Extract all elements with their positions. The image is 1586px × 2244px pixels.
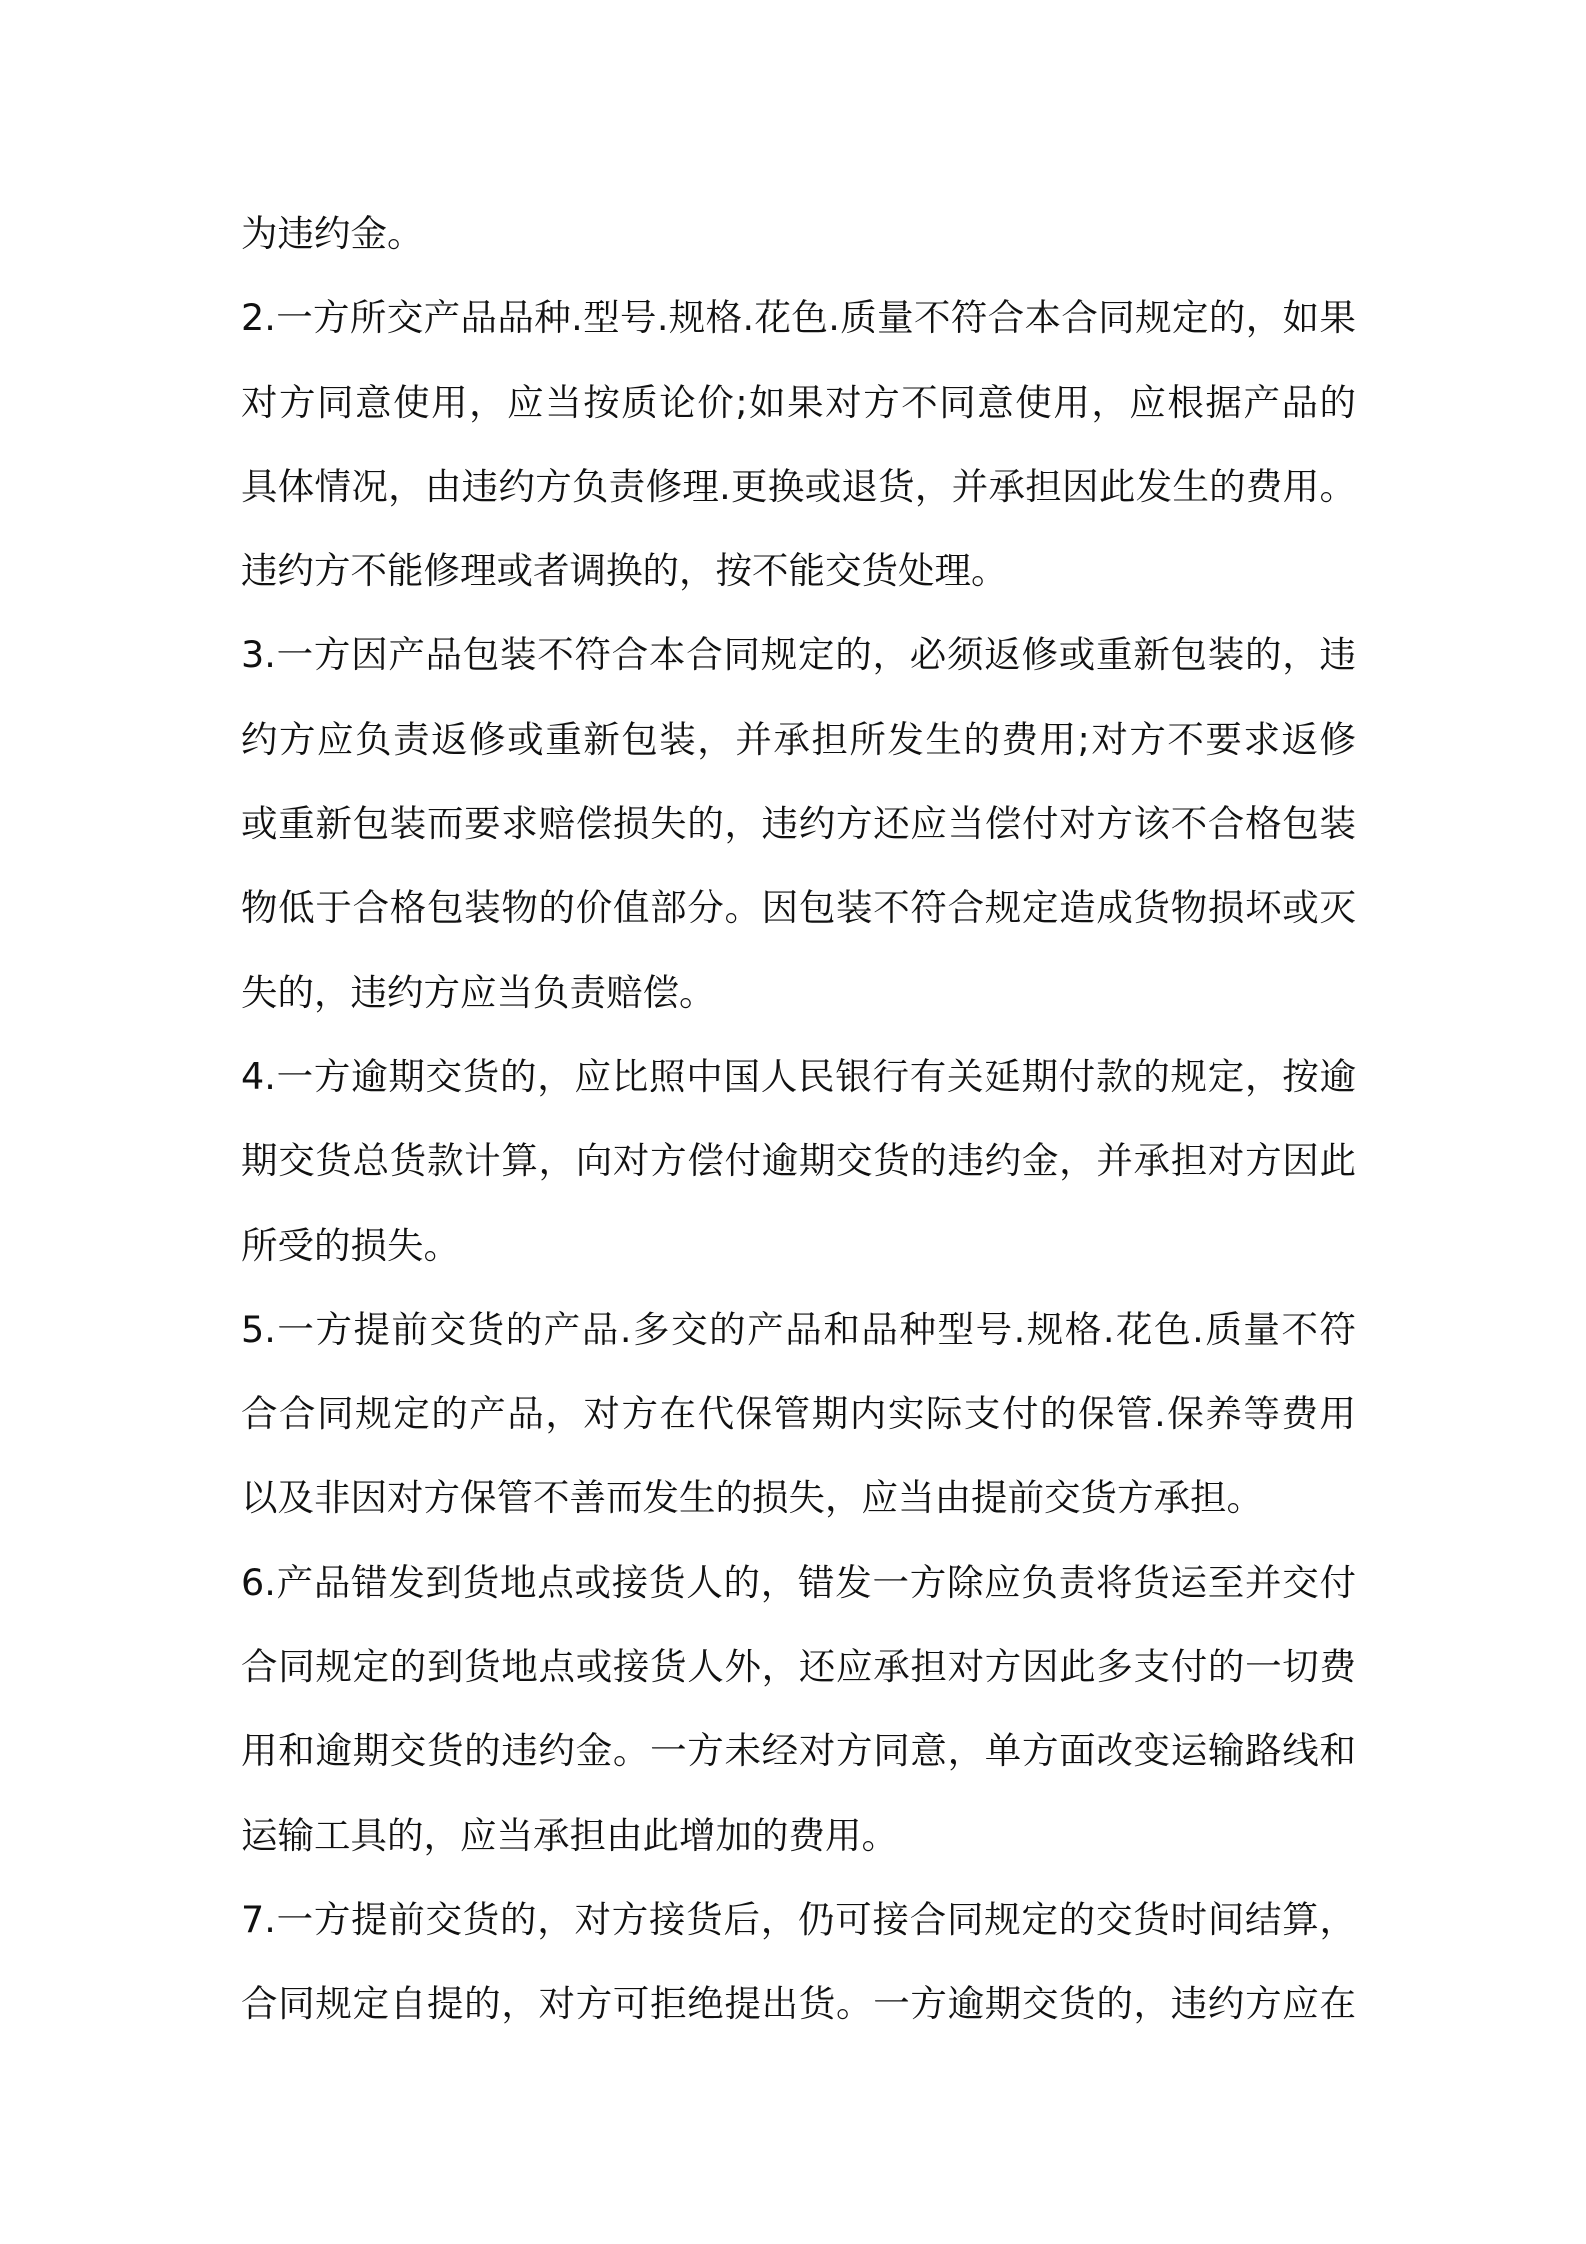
text-line: 3.一方因产品包装不符合本合同规定的，必须返修或重新包装的，违 (241, 633, 1356, 677)
document-body (241, 192, 1356, 2047)
text-line: 以及非因对方保管不善而发生的损失，应当由提前交货方承担。 (241, 1476, 1263, 1520)
text-line: 7.一方提前交货的，对方接货后，仍可接合同规定的交货时间结算， (241, 1897, 1356, 1941)
text-line: 用和逾期交货的违约金。一方未经对方同意，单方面改变运输路线和 (241, 1729, 1356, 1773)
text-line: 5.一方提前交货的产品.多交的产品和品种型号.规格.花色.质量不符 (241, 1307, 1356, 1351)
text-line: 所受的损失。 (241, 1223, 460, 1267)
text-line: 物低于合格包装物的价值部分。因包装不符合规定造成货物损坏或灭 (241, 886, 1356, 930)
text-line: 失的，违约方应当负责赔偿。 (241, 970, 716, 1014)
text-line: 具体情况，由违约方负责修理.更换或退货，并承担因此发生的费用。 (241, 464, 1356, 508)
text-line: 6.产品错发到货地点或接货人的，错发一方除应负责将货运至并交付 (241, 1560, 1356, 1604)
text-line: 合合同规定的产品，对方在代保管期内实际支付的保管.保养等费用 (241, 1392, 1356, 1436)
text-line: 期交货总货款计算，向对方偿付逾期交货的违约金，并承担对方因此 (241, 1139, 1356, 1183)
text-line: 2.一方所交产品品种.型号.规格.花色.质量不符合本合同规定的，如果 (241, 296, 1356, 340)
text-line: 违约方不能修理或者调换的，按不能交货处理。 (241, 549, 1008, 593)
text-line: 或重新包装而要求赔偿损失的，违约方还应当偿付对方该不合格包装 (241, 802, 1356, 846)
text-line: 合同规定自提的，对方可拒绝提出货。一方逾期交货的，违约方应在 (241, 1982, 1356, 2026)
text-line: 合同规定的到货地点或接货人外，还应承担对方因此多支付的一切费 (241, 1645, 1356, 1689)
text-line: 约方应负责返修或重新包装，并承担所发生的费用;对方不要求返修 (241, 717, 1356, 761)
text-line: 为违约金。 (241, 212, 424, 255)
text-line: 对方同意使用，应当按质论价;如果对方不同意使用，应根据产品的 (241, 380, 1356, 424)
text-line: 运输工具的，应当承担由此增加的费用。 (241, 1813, 898, 1857)
text-line: 4.一方逾期交货的，应比照中国人民银行有关延期付款的规定，按逾 (241, 1054, 1356, 1098)
